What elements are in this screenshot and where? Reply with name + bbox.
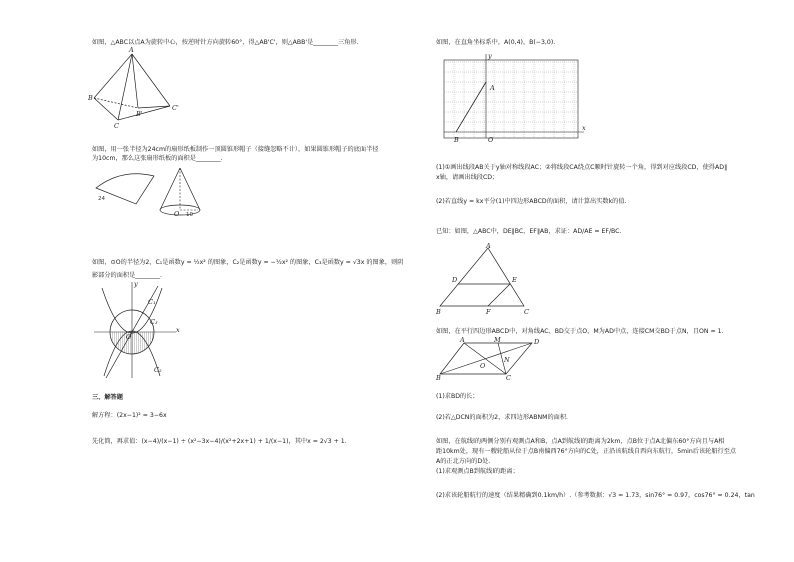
sim-point-c-label: C (524, 308, 529, 316)
question-10-line-3: A的正北方向的D处. (436, 458, 491, 465)
sim-point-b-label: B (436, 308, 441, 316)
section-title: 三、解答题 (92, 394, 123, 401)
rotation-triangle-figure (88, 48, 198, 130)
question-8-part-2: (2)若△DCN的面积为2，求四边形ABNM的面积. (436, 414, 569, 421)
sim-point-d-label: D (452, 276, 458, 284)
question-5-text: 先化简，再求值：(x−4)/(x−1) ÷ (x²−3x−4)/(x²+2x+1) + 1/(x−1)，其中x = 2√3 + 1. (92, 438, 347, 445)
question-6-part-2: (2)若直线y = kx平分(1)中四边形ABCD的面积，请计算出实数k的值. (436, 198, 627, 205)
point-b-label: B (88, 94, 93, 102)
para-point-m-label: M (494, 336, 501, 344)
para-point-a-label: A (460, 336, 465, 344)
question-2-line-1: 如图，用一张半径为24cm的扇形纸板制作一顶圆锥形帽子（接缝忽略不计），如果圆锥形帽子的底面半径 (92, 146, 379, 153)
question-6-part-1-line-1: (1)①画出线段AB关于y轴对称线段AC；②将线段CA绕点C顺时针旋转一个角，得到对应线段CD，使得AD∥ (436, 164, 728, 171)
cone-radius-label: 10 (186, 212, 193, 218)
question-10-line-2: 距10km处，现有一艘轮船从位于点B南偏西76°方向的C处，正沿该航线自西向东航行，5min后该轮船行至点 (436, 448, 737, 455)
curve-c1-label: C₁ (148, 298, 156, 306)
point-a-label: A (129, 46, 134, 54)
question-3-line-1: 如图，⊙O的半径为2，C₁是函数y = ½x² 的图象，C₂是函数y = −½x² 的图象，C₃是函数y = √3x 的图象，则阴 (92, 259, 404, 266)
para-point-d-label: D (534, 338, 540, 346)
origin-label: O (126, 333, 132, 341)
question-10-part-1: (1)求观测点B到航线l的距离； (436, 468, 519, 475)
grid-point-a-label: A (490, 84, 495, 92)
sim-point-a-label: A (486, 242, 491, 250)
question-1-text: 如图，△ABC以点A为旋转中心，按逆时针方向旋转60°，得△AB'C'，则△ABB'是________三角形. (92, 39, 359, 46)
similar-triangle-figure (434, 244, 534, 314)
cone-center-o-label: O (174, 210, 180, 218)
grid-y-label: y (488, 52, 492, 60)
parallelogram-figure (436, 338, 546, 382)
para-point-n-label: N (504, 356, 510, 364)
question-10-line-1: 如图，在航线l的两侧分别有观测点A和B，点A到航线l的距离为2km，点B位于点A北偏东60°方向且与A相 (436, 438, 725, 445)
question-10-part-2: (2)求该轮船航行的速度（结果精确到0.1km/h）.（参考数据：√3 ≈ 1.73，sin76° ≈ 0.97，cos76° ≈ 0.24，tan (436, 492, 755, 499)
grid-origin-label: O (488, 136, 494, 144)
question-3-line-2: 影部分的面积是________. (92, 272, 163, 279)
para-point-c-label: C (506, 374, 511, 382)
x-axis-label: x (176, 326, 180, 334)
sector-radius-label: 24 (98, 196, 105, 202)
coordinate-grid-figure (438, 50, 588, 150)
point-c-label: C (114, 122, 119, 130)
curve-c3-label: C₃ (150, 318, 158, 326)
question-8-part-1: (1)求BD的长； (436, 393, 479, 400)
curve-c2-label: C₂ (154, 366, 162, 374)
point-c-prime-label: C' (172, 104, 179, 112)
y-axis-label: y (134, 280, 138, 288)
grid-x-label: x (582, 124, 586, 132)
para-point-o-label: O (480, 362, 486, 370)
question-8-text: 如图，在平行四边形ABCD中，对角线AC、BD交于点O，M为AD中点，连接CM交BD于点N，且ON = 1. (436, 328, 724, 335)
circle-parabola-figure (92, 282, 182, 382)
point-b-prime-label: B' (136, 110, 143, 118)
question-2-line-2: 为10cm，那么这张扇形纸板的面积是________. (92, 155, 223, 162)
question-6-text: 如图，在直角坐标系中，A(0,4)，B(−3,0). (436, 39, 556, 46)
question-7-text: 已知：如图，△ABC中，DE∥BC，EF∥AB，求证：AD/AE = EF/BC. (436, 228, 622, 235)
para-point-b-label: B (436, 374, 441, 382)
question-6-part-1-line-2: x轴，请画出线段CD； (436, 174, 499, 181)
sim-point-f-label: F (486, 308, 491, 316)
question-4-text: 解方程：(2x−1)² = 3−6x (92, 412, 167, 419)
sim-point-e-label: E (512, 276, 517, 284)
sector-cone-figure (92, 164, 202, 220)
grid-point-b-label: B (454, 136, 459, 144)
